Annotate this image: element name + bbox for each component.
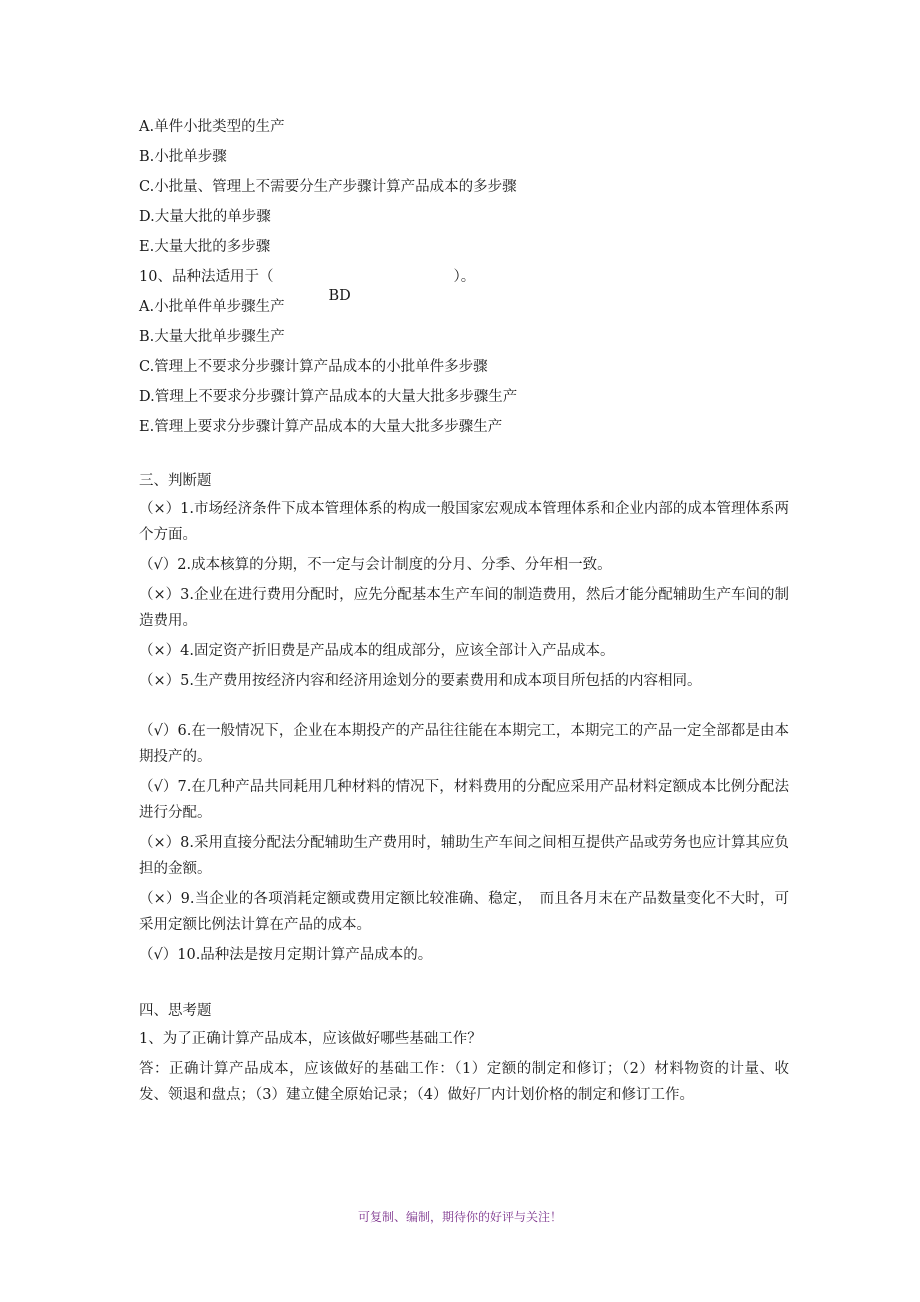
q10-option-b: B.大量大批单步骤生产 [139,329,285,345]
tf-item-8: （×）8.采用直接分配法分配辅助生产费用时，辅助生产车间之间相互提供产品或劳务也应计算其应负担的金额。 [139,835,789,877]
option-e: E.大量大批的多步骤 [139,239,271,255]
q10-option-e: E.管理上要求分步骤计算产品成本的大量大批多步骤生产 [139,419,503,435]
tf-item-6: （√）6.在一般情况下，企业在本期投产的产品往往能在本期完工，本期完工的产品一定全部都是由本期投产的。 [139,723,789,765]
tf-item-3: （×）3.企业在进行费用分配时，应先分配基本生产车间的制造费用，然后才能分配辅助生产车间的制造费用。 [139,587,789,629]
section-think [139,996,789,1108]
q10-option-a: A.小批单件单步骤生产 [139,299,285,315]
tf-item-1: （×）1.市场经济条件下成本管理体系的构成一般国家宏观成本管理体系和企业内部的成本管理体系两个方面。 [139,501,789,543]
tf-item-2: （√）2.成本核算的分期，不一定与会计制度的分月、分季、分年相一致。 [139,557,612,573]
section-4-title: 四、思考题 [139,1003,212,1019]
think-question-1: 1、为了正确计算产品成本，应该做好哪些基础工作？ [139,1031,482,1047]
tf-item-10: （√）10.品种法是按月定期计算产品成本的。 [139,947,433,963]
question-10 [139,262,789,442]
tf-item-5: （×）5.生产费用按经济内容和经济用途划分的要素费用和成本项目所包括的内容相同。 [139,673,702,689]
question-10-suffix: ）。 [453,269,476,285]
tf-item-4: （×）4.固定资产折旧费是产品成本的组成部分，应该全部计入产品成本。 [139,643,615,659]
tf-item-7: （√）7.在几种产品共同耗用几种材料的情况下，材料费用的分配应采用产品材料定额成本比例分配法进行分配。 [139,779,789,821]
question-10-stem [139,262,789,304]
q9-options [139,112,789,262]
option-b: B.小批单步骤 [139,149,227,165]
option-a: A.单件小批类型的生产 [139,119,285,135]
think-answer-1: 答：正确计算产品成本，应该做好的基础工作：（1）定额的制定和修订；（2）材料物资的计量、收发、领退和盘点；（3）建立健全原始记录；（4）做好厂内计划价格的制定和修订工作。 [139,1061,789,1103]
option-c: C.小批量、管理上不需要分生产步骤计算产品成本的多步骤 [139,179,517,195]
question-10-answer: BD [328,288,351,304]
q10-option-c: C.管理上不要求分步骤计算产品成本的小批单件多步骤 [139,359,488,375]
section-3-title: 三、判断题 [139,473,212,489]
tf-item-9: （×）9.当企业的各项消耗定额或费用定额比较准确、稳定， 而且各月末在产品数量变化不大时，可采用定额比例法计算在产品的成本。 [139,891,789,933]
question-10-prefix: 10、品种法适用于（ [139,269,274,285]
section-true-false [139,466,789,968]
option-d: D.大量大批的单步骤 [139,209,271,225]
q10-option-d: D.管理上不要求分步骤计算产品成本的大量大批多步骤生产 [139,389,518,405]
footer-note: 可复制、编制，期待你的好评与关注！ [357,1210,562,1224]
document-body [139,112,789,1112]
